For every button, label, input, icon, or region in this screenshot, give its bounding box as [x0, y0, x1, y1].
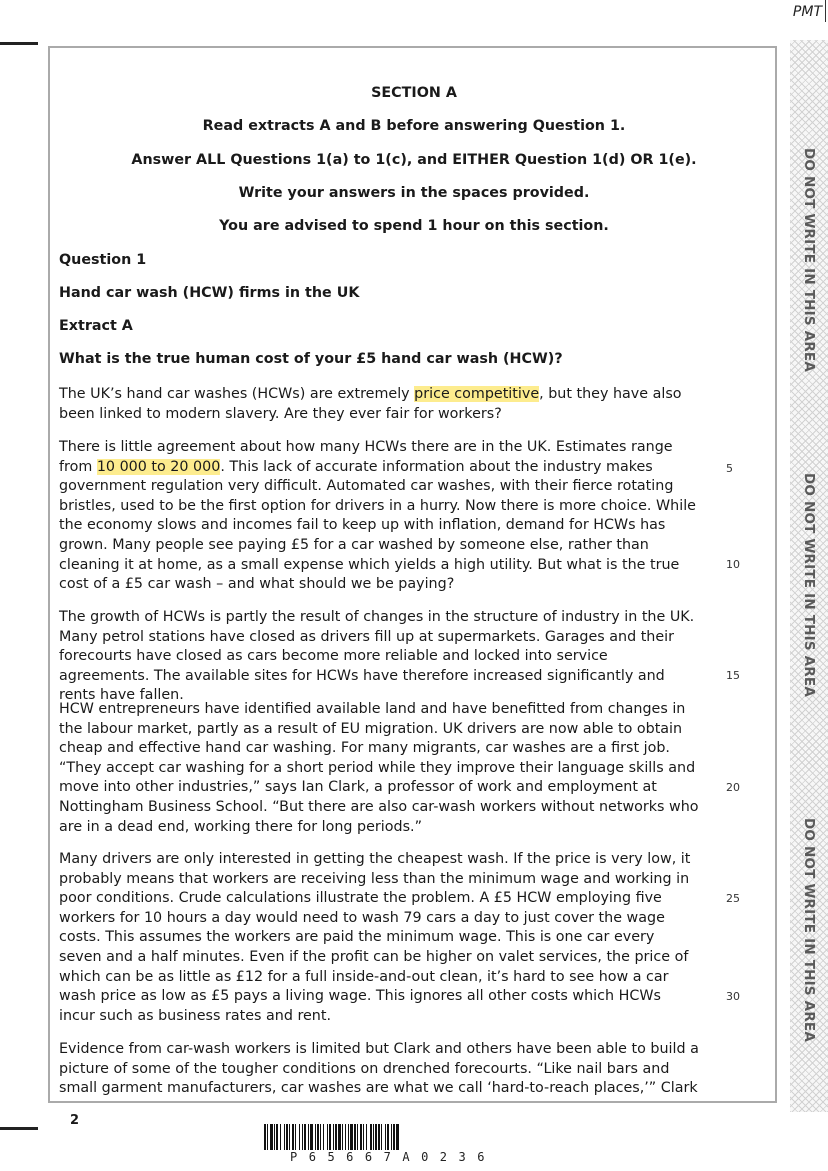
margin-rule-top	[0, 42, 38, 45]
paragraph-6: Evidence from car-wash workers is limited but Clark and others have been able to build a picture of some of the tougher conditions on drenched forecourts. “Like nail bars and small garment manufacturers, car washes are what we call ‘hard-to-reach places,’” Clark	[59, 1041, 699, 1097]
highlight-price-competitive: price competitive	[414, 386, 540, 402]
margin-hatch	[790, 40, 828, 1112]
margin-rule-bottom	[0, 1127, 38, 1130]
margin-warning-2: DO NOT WRITE IN THIS AREA	[801, 473, 817, 697]
instruction-3: Write your answers in the spaces provided.	[238, 185, 590, 201]
line-number-5: 5	[726, 462, 733, 475]
barcode-text: P65667A0236	[290, 1150, 496, 1164]
paragraph-1: The UK’s hand car washes (HCWs) are extremely price competitive, but they have also been linked to modern slavery. Are they ever fair for workers?	[59, 386, 682, 422]
question-label: Question 1	[59, 252, 147, 268]
extract-title: What is the true human cost of your £5 hand car wash (HCW)?	[59, 351, 563, 367]
barcode	[264, 1124, 564, 1150]
paragraph-2: There is little agreement about how many HCWs there are in the UK. Estimates range from 10 000 to 20 000. This lack of accurate information about the industry makes government regulation very difficult. Automated car washes, with their fierce rotating bristles, used to be the first option for drivers in a hurry. Now there is more choice. While the economy slows and incomes fail to keep up with inflation, demand for HCWs has grown. Many people see paying £5 for a car washed by someone else, rather than cleaning it at home, as a small expense which yields a high utility. But what is the true cost of a £5 car wash – and what should we be paying?	[59, 439, 696, 593]
corner-mark: PMT	[792, 4, 822, 20]
paragraph-4: HCW entrepreneurs have identified available land and have benefitted from changes in the labour market, partly as a result of EU migration. UK drivers are now able to obtain cheap and effective hand car washing. For many migrants, car washes are a first job. “They accept car washing for a short period while they improve their language skills and move into other industries,” says Ian Clark, a professor of work and employment at Nottingham Business School. “But there are also car-wash workers without networks who are in a dead end, working there for long periods.”	[59, 701, 699, 835]
line-number-25: 25	[726, 892, 740, 905]
section-heading: SECTION A	[371, 85, 457, 101]
highlight-estimate-range: 10 000 to 20 000	[96, 458, 221, 475]
line-number-15: 15	[726, 669, 740, 682]
instruction-4: You are advised to spend 1 hour on this section.	[219, 218, 609, 234]
margin-warning-3: DO NOT WRITE IN THIS AREA	[801, 818, 817, 1042]
paragraph-3: The growth of HCWs is partly the result of changes in the structure of industry in the UK. Many petrol stations have closed as drivers fill up at supermarkets. Garages and their forecourts have closed as cars become more reliable and locked into service agreements. The available sites for HCWs have therefore increased significantly and rents have fallen.	[59, 609, 695, 704]
page-number: 2	[70, 1113, 80, 1128]
line-number-20: 20	[726, 781, 740, 794]
line-number-10: 10	[726, 558, 740, 571]
extract-label: Extract A	[59, 318, 133, 334]
margin-warning-1: DO NOT WRITE IN THIS AREA	[801, 148, 817, 372]
barcode-bar	[396, 1124, 399, 1150]
topic-label: Hand car wash (HCW) firms in the UK	[59, 285, 360, 301]
instruction-1: Read extracts A and B before answering Question 1.	[202, 118, 626, 134]
instruction-2: Answer ALL Questions 1(a) to 1(c), and EITHER Question 1(d) OR 1(e).	[131, 152, 697, 168]
line-number-30: 30	[726, 990, 740, 1003]
paragraph-5: Many drivers are only interested in getting the cheapest wash. If the price is very low, it probably means that workers are receiving less than the minimum wage and working in poor conditions. Crude calculations illustrate the problem. A £5 HCW employing five workers for 10 hours a day would need to wash 79 cars a day to just cover the wage costs. This assumes the workers are paid the minimum wage. This is one car every seven and a half minutes. Even if the profit can be higher on valet services, the price of which can be as little as £12 for a full inside-and-out clean, it’s hard to see how a car wash price as low as £5 pays a living wage. This ignores all other costs which HCWs incur such as business rates and rent.	[59, 851, 691, 1024]
